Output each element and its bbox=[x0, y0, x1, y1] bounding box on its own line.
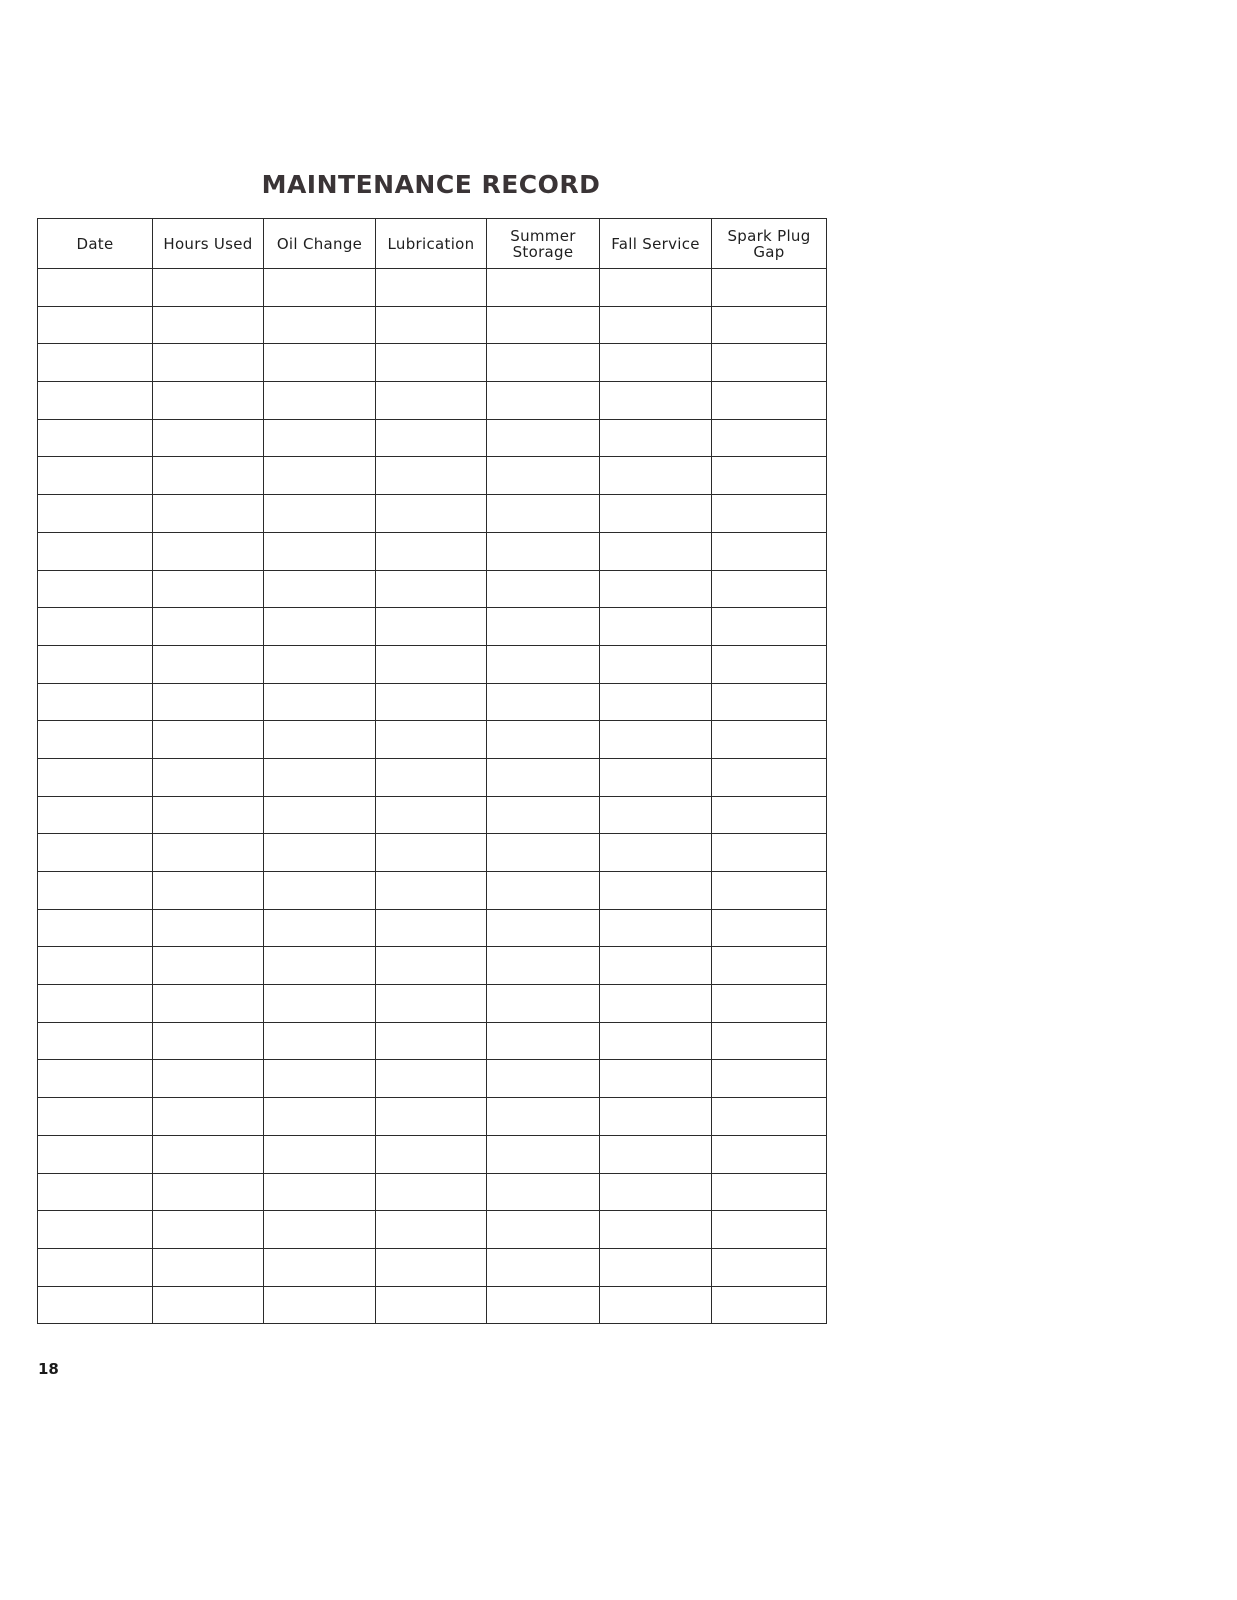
table-cell[interactable] bbox=[712, 985, 827, 1023]
page-title: MAINTENANCE RECORD bbox=[261, 170, 601, 199]
table-cell[interactable] bbox=[38, 495, 153, 533]
table-cell[interactable] bbox=[376, 1060, 487, 1098]
table-cell[interactable] bbox=[153, 1173, 264, 1211]
table-cell[interactable] bbox=[264, 909, 376, 947]
table-cell[interactable] bbox=[712, 834, 827, 872]
table-cell[interactable] bbox=[376, 1286, 487, 1324]
table-cell[interactable] bbox=[376, 683, 487, 721]
table-cell[interactable] bbox=[264, 344, 376, 382]
table-cell[interactable] bbox=[38, 1248, 153, 1286]
table-cell[interactable] bbox=[600, 532, 712, 570]
table-cell[interactable] bbox=[38, 269, 153, 307]
table-cell[interactable] bbox=[487, 1286, 600, 1324]
table-row bbox=[38, 269, 827, 307]
column-header-hours-used: Hours Used bbox=[153, 219, 264, 269]
table-cell[interactable] bbox=[153, 532, 264, 570]
table-cell[interactable] bbox=[712, 721, 827, 759]
table-cell[interactable] bbox=[712, 1098, 827, 1136]
table-cell[interactable] bbox=[153, 721, 264, 759]
table-cell[interactable] bbox=[153, 419, 264, 457]
table-cell[interactable] bbox=[376, 872, 487, 910]
table-cell[interactable] bbox=[376, 1211, 487, 1249]
table-cell[interactable] bbox=[264, 1286, 376, 1324]
table-cell[interactable] bbox=[600, 1248, 712, 1286]
table-cell[interactable] bbox=[264, 306, 376, 344]
table-cell[interactable] bbox=[376, 985, 487, 1023]
table-cell[interactable] bbox=[264, 872, 376, 910]
table-cell[interactable] bbox=[712, 532, 827, 570]
table-cell[interactable] bbox=[376, 344, 487, 382]
table-row bbox=[38, 1135, 827, 1173]
table-cell[interactable] bbox=[712, 419, 827, 457]
table-cell[interactable] bbox=[38, 532, 153, 570]
table-cell[interactable] bbox=[153, 909, 264, 947]
table-cell[interactable] bbox=[600, 1060, 712, 1098]
table-cell[interactable] bbox=[600, 419, 712, 457]
table-cell[interactable] bbox=[487, 1248, 600, 1286]
table-cell[interactable] bbox=[264, 645, 376, 683]
table-row bbox=[38, 532, 827, 570]
table-cell[interactable] bbox=[487, 645, 600, 683]
table-cell[interactable] bbox=[376, 834, 487, 872]
table-row bbox=[38, 985, 827, 1023]
table-cell[interactable] bbox=[487, 1211, 600, 1249]
table-row bbox=[38, 834, 827, 872]
table-row bbox=[38, 645, 827, 683]
table-cell[interactable] bbox=[600, 834, 712, 872]
table-row bbox=[38, 721, 827, 759]
table-cell[interactable] bbox=[376, 1173, 487, 1211]
page-number: 18 bbox=[38, 1360, 59, 1378]
table-cell[interactable] bbox=[153, 645, 264, 683]
table-row bbox=[38, 344, 827, 382]
table-cell[interactable] bbox=[712, 1286, 827, 1324]
table-cell[interactable] bbox=[376, 306, 487, 344]
table-cell[interactable] bbox=[600, 645, 712, 683]
table-cell[interactable] bbox=[38, 1098, 153, 1136]
table-cell[interactable] bbox=[487, 721, 600, 759]
table-cell[interactable] bbox=[264, 608, 376, 646]
table-cell[interactable] bbox=[487, 532, 600, 570]
table-cell[interactable] bbox=[600, 796, 712, 834]
table-row bbox=[38, 947, 827, 985]
table-cell[interactable] bbox=[153, 1211, 264, 1249]
table-cell[interactable] bbox=[264, 1135, 376, 1173]
table-row bbox=[38, 683, 827, 721]
table-cell[interactable] bbox=[153, 872, 264, 910]
table-row bbox=[38, 1173, 827, 1211]
column-header-summer-storage: Summer Storage bbox=[487, 219, 600, 269]
table-cell[interactable] bbox=[38, 382, 153, 420]
table-cell[interactable] bbox=[264, 1248, 376, 1286]
table-cell[interactable] bbox=[600, 909, 712, 947]
table-cell[interactable] bbox=[153, 1060, 264, 1098]
table-row bbox=[38, 306, 827, 344]
table-row bbox=[38, 1211, 827, 1249]
table-cell[interactable] bbox=[38, 872, 153, 910]
table-cell[interactable] bbox=[376, 645, 487, 683]
table-cell[interactable] bbox=[376, 1135, 487, 1173]
table-row bbox=[38, 909, 827, 947]
table-cell[interactable] bbox=[153, 1248, 264, 1286]
table-cell[interactable] bbox=[264, 1211, 376, 1249]
record-table-body bbox=[38, 269, 827, 1324]
table-cell[interactable] bbox=[264, 269, 376, 307]
table-row bbox=[38, 872, 827, 910]
table-row bbox=[38, 1060, 827, 1098]
table-cell[interactable] bbox=[376, 1022, 487, 1060]
table-cell[interactable] bbox=[712, 1060, 827, 1098]
table-cell[interactable] bbox=[376, 382, 487, 420]
table-cell[interactable] bbox=[153, 1135, 264, 1173]
table-cell[interactable] bbox=[600, 344, 712, 382]
table-cell[interactable] bbox=[487, 344, 600, 382]
table-cell[interactable] bbox=[600, 985, 712, 1023]
table-cell[interactable] bbox=[38, 1022, 153, 1060]
table-cell[interactable] bbox=[153, 947, 264, 985]
table-cell[interactable] bbox=[487, 306, 600, 344]
table-cell[interactable] bbox=[376, 1248, 487, 1286]
table-cell[interactable] bbox=[600, 1098, 712, 1136]
table-cell[interactable] bbox=[712, 608, 827, 646]
column-header-date: Date bbox=[38, 219, 153, 269]
table-cell[interactable] bbox=[376, 758, 487, 796]
table-cell[interactable] bbox=[38, 344, 153, 382]
column-header-lubrication: Lubrication bbox=[376, 219, 487, 269]
table-cell[interactable] bbox=[264, 419, 376, 457]
table-cell[interactable] bbox=[600, 608, 712, 646]
table-cell[interactable] bbox=[487, 570, 600, 608]
table-cell[interactable] bbox=[712, 570, 827, 608]
table-cell[interactable] bbox=[600, 269, 712, 307]
table-cell[interactable] bbox=[38, 721, 153, 759]
table-cell[interactable] bbox=[712, 495, 827, 533]
table-cell[interactable] bbox=[600, 721, 712, 759]
table-cell[interactable] bbox=[38, 1060, 153, 1098]
table-cell[interactable] bbox=[376, 495, 487, 533]
table-cell[interactable] bbox=[376, 269, 487, 307]
table-cell[interactable] bbox=[264, 570, 376, 608]
table-cell[interactable] bbox=[38, 645, 153, 683]
table-cell[interactable] bbox=[712, 872, 827, 910]
table-row bbox=[38, 495, 827, 533]
table-cell[interactable] bbox=[712, 758, 827, 796]
table-cell[interactable] bbox=[487, 457, 600, 495]
table-cell[interactable] bbox=[487, 796, 600, 834]
table-cell[interactable] bbox=[38, 306, 153, 344]
table-cell[interactable] bbox=[38, 909, 153, 947]
table-cell[interactable] bbox=[264, 1098, 376, 1136]
table-cell[interactable] bbox=[264, 1060, 376, 1098]
table-cell[interactable] bbox=[376, 796, 487, 834]
table-cell[interactable] bbox=[600, 1211, 712, 1249]
table-cell[interactable] bbox=[153, 457, 264, 495]
table-cell[interactable] bbox=[712, 1173, 827, 1211]
table-cell[interactable] bbox=[487, 1135, 600, 1173]
table-cell[interactable] bbox=[38, 796, 153, 834]
table-cell[interactable] bbox=[264, 758, 376, 796]
table-cell[interactable] bbox=[712, 306, 827, 344]
table-cell[interactable] bbox=[153, 796, 264, 834]
table-cell[interactable] bbox=[600, 1022, 712, 1060]
table-cell[interactable] bbox=[38, 758, 153, 796]
table-cell[interactable] bbox=[712, 683, 827, 721]
table-cell[interactable] bbox=[38, 570, 153, 608]
table-cell[interactable] bbox=[153, 382, 264, 420]
table-cell[interactable] bbox=[712, 1022, 827, 1060]
table-cell[interactable] bbox=[264, 721, 376, 759]
table-cell[interactable] bbox=[712, 947, 827, 985]
table-cell[interactable] bbox=[600, 306, 712, 344]
table-cell[interactable] bbox=[264, 1173, 376, 1211]
table-cell[interactable] bbox=[153, 1286, 264, 1324]
table-cell[interactable] bbox=[153, 344, 264, 382]
table-cell[interactable] bbox=[487, 909, 600, 947]
table-cell[interactable] bbox=[600, 683, 712, 721]
table-cell[interactable] bbox=[487, 1022, 600, 1060]
table-cell[interactable] bbox=[376, 947, 487, 985]
table-cell[interactable] bbox=[38, 683, 153, 721]
table-row bbox=[38, 382, 827, 420]
table-cell[interactable] bbox=[376, 457, 487, 495]
maintenance-record-table bbox=[37, 218, 827, 1324]
column-header-oil-change: Oil Change bbox=[264, 219, 376, 269]
table-cell[interactable] bbox=[600, 758, 712, 796]
table-cell[interactable] bbox=[376, 419, 487, 457]
table-cell[interactable] bbox=[38, 1286, 153, 1324]
table-cell[interactable] bbox=[38, 1173, 153, 1211]
table-cell[interactable] bbox=[600, 570, 712, 608]
table-cell[interactable] bbox=[38, 457, 153, 495]
column-header-spark-plug-gap: Spark Plug Gap bbox=[712, 219, 827, 269]
table-cell[interactable] bbox=[264, 947, 376, 985]
table-cell[interactable] bbox=[600, 457, 712, 495]
table-cell[interactable] bbox=[487, 872, 600, 910]
table-cell[interactable] bbox=[487, 985, 600, 1023]
table-cell[interactable] bbox=[376, 570, 487, 608]
table-cell[interactable] bbox=[38, 834, 153, 872]
table-cell[interactable] bbox=[153, 834, 264, 872]
table-cell[interactable] bbox=[712, 457, 827, 495]
table-cell[interactable] bbox=[376, 608, 487, 646]
table-cell[interactable] bbox=[264, 683, 376, 721]
table-cell[interactable] bbox=[712, 1211, 827, 1249]
table-cell[interactable] bbox=[38, 419, 153, 457]
table-row bbox=[38, 1022, 827, 1060]
table-cell[interactable] bbox=[376, 721, 487, 759]
table-cell[interactable] bbox=[376, 1098, 487, 1136]
table-cell[interactable] bbox=[264, 457, 376, 495]
table-row bbox=[38, 608, 827, 646]
table-cell[interactable] bbox=[712, 909, 827, 947]
table-cell[interactable] bbox=[487, 495, 600, 533]
table-cell[interactable] bbox=[153, 758, 264, 796]
table-cell[interactable] bbox=[264, 834, 376, 872]
table-cell[interactable] bbox=[153, 495, 264, 533]
table-cell[interactable] bbox=[376, 909, 487, 947]
table-cell[interactable] bbox=[38, 985, 153, 1023]
table-row bbox=[38, 419, 827, 457]
table-cell[interactable] bbox=[38, 1211, 153, 1249]
table-cell[interactable] bbox=[600, 947, 712, 985]
table-cell[interactable] bbox=[712, 382, 827, 420]
table-cell[interactable] bbox=[38, 608, 153, 646]
table-cell[interactable] bbox=[712, 645, 827, 683]
table-row bbox=[38, 1248, 827, 1286]
table-cell[interactable] bbox=[487, 1098, 600, 1136]
table-cell[interactable] bbox=[487, 1173, 600, 1211]
table-cell[interactable] bbox=[153, 1098, 264, 1136]
table-cell[interactable] bbox=[264, 985, 376, 1023]
table-cell[interactable] bbox=[38, 1135, 153, 1173]
table-cell[interactable] bbox=[487, 419, 600, 457]
table-cell[interactable] bbox=[376, 532, 487, 570]
table-cell[interactable] bbox=[153, 306, 264, 344]
table-cell[interactable] bbox=[600, 382, 712, 420]
table-cell[interactable] bbox=[264, 532, 376, 570]
table-cell[interactable] bbox=[487, 947, 600, 985]
table-cell[interactable] bbox=[712, 1248, 827, 1286]
table-row bbox=[38, 570, 827, 608]
table-cell[interactable] bbox=[600, 1173, 712, 1211]
table-cell[interactable] bbox=[487, 382, 600, 420]
table-cell[interactable] bbox=[600, 1135, 712, 1173]
table-cell[interactable] bbox=[487, 758, 600, 796]
table-cell[interactable] bbox=[487, 269, 600, 307]
table-row bbox=[38, 758, 827, 796]
table-cell[interactable] bbox=[264, 1022, 376, 1060]
table-cell[interactable] bbox=[264, 796, 376, 834]
table-cell[interactable] bbox=[712, 1135, 827, 1173]
table-row bbox=[38, 457, 827, 495]
table-cell[interactable] bbox=[600, 495, 712, 533]
table-cell[interactable] bbox=[153, 269, 264, 307]
table-cell[interactable] bbox=[153, 608, 264, 646]
table-cell[interactable] bbox=[600, 872, 712, 910]
table-cell[interactable] bbox=[153, 985, 264, 1023]
table-cell[interactable] bbox=[600, 1286, 712, 1324]
column-header-fall-service: Fall Service bbox=[600, 219, 712, 269]
table-cell[interactable] bbox=[487, 834, 600, 872]
table-cell[interactable] bbox=[153, 570, 264, 608]
table-cell[interactable] bbox=[712, 796, 827, 834]
table-row bbox=[38, 1098, 827, 1136]
table-cell[interactable] bbox=[487, 1060, 600, 1098]
table-cell[interactable] bbox=[487, 608, 600, 646]
table-cell[interactable] bbox=[264, 382, 376, 420]
table-cell[interactable] bbox=[264, 495, 376, 533]
table-cell[interactable] bbox=[153, 683, 264, 721]
table-cell[interactable] bbox=[487, 683, 600, 721]
table-row bbox=[38, 1286, 827, 1324]
table-row bbox=[38, 796, 827, 834]
table-cell[interactable] bbox=[712, 344, 827, 382]
table-cell[interactable] bbox=[38, 947, 153, 985]
table-cell[interactable] bbox=[153, 1022, 264, 1060]
header-row bbox=[38, 219, 827, 269]
table-cell[interactable] bbox=[712, 269, 827, 307]
